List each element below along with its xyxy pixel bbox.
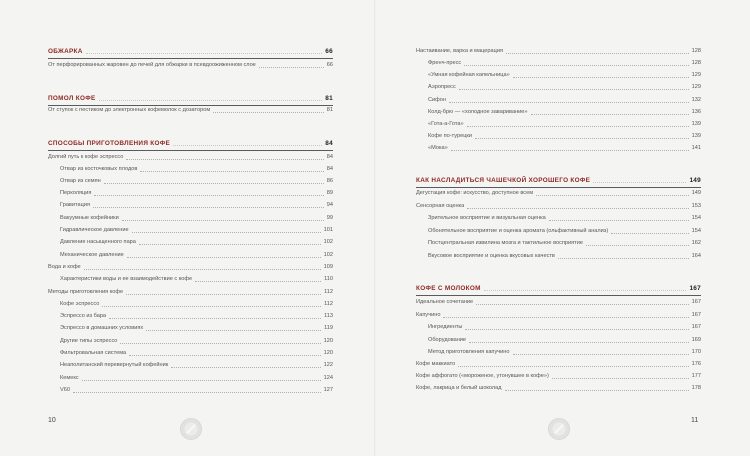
toc-entry-title: Вкусовое восприятие и оценка вкусовых качеств	[428, 253, 555, 260]
toc-entry-page: 119	[324, 325, 333, 332]
toc-entry-title: Методы приготовления кофе	[48, 289, 124, 296]
toc-entry-title: Ингредиенты	[428, 324, 463, 331]
toc-subentry	[428, 93, 701, 104]
toc-entry-title: «Гота-а-Гота»	[428, 121, 464, 128]
toc-entry	[48, 58, 333, 69]
dot-leader	[449, 101, 689, 103]
toc-entry-page: 120	[323, 350, 333, 357]
toc-subentry	[60, 198, 333, 209]
toc-entry-page: 178	[691, 385, 701, 392]
dot-leader	[458, 365, 688, 367]
toc-section-heading	[416, 173, 701, 184]
toc-entry-title: КАК НАСЛАДИТЬСЯ ЧАШЕЧКОЙ ХОРОШЕГО КОФЕ	[416, 176, 591, 184]
toc-entry-title: Оборудование	[428, 337, 467, 344]
toc-entry-title: «Умная кофейная капельница»	[428, 72, 510, 79]
toc-entry-page: 112	[324, 301, 333, 308]
dot-leader	[459, 88, 689, 90]
toc-entry-title: Кофе, лакрица и белый шоколад	[416, 385, 502, 392]
dot-leader	[513, 353, 689, 355]
toc-entry-title: Обонятельное восприятие и оценка аромата (ольфактивный анализ)	[428, 228, 609, 235]
dot-leader	[552, 377, 689, 379]
dot-leader	[558, 257, 689, 259]
dot-leader	[120, 342, 320, 344]
toc-entry	[416, 369, 701, 380]
toc-entry-page: 101	[323, 227, 333, 234]
dot-leader	[109, 317, 321, 319]
dot-leader	[126, 158, 323, 160]
toc-entry-title: Идеальное сочетание	[416, 299, 474, 306]
dot-leader	[506, 52, 689, 54]
dot-leader	[475, 137, 689, 139]
toc-entry-page: 164	[691, 253, 701, 260]
toc-section-heading	[48, 91, 333, 102]
dot-leader	[139, 243, 321, 245]
toc-subentry	[428, 345, 701, 356]
toc-subentry	[60, 309, 333, 320]
dot-leader	[465, 328, 688, 330]
toc-entry-title: Дегустация кофе: искусство, доступное всем	[416, 190, 534, 197]
toc-entry-page: 84	[326, 166, 333, 173]
dot-leader	[593, 181, 686, 183]
toc-entry-page: 81	[326, 107, 333, 114]
toc-subentry	[428, 68, 701, 79]
toc-entry-title: Сенсорная оценка	[416, 203, 465, 210]
dot-leader	[99, 99, 323, 101]
toc-entry-page: 162	[691, 240, 701, 247]
toc-subentry	[60, 211, 333, 222]
toc-subentry	[428, 117, 701, 128]
toc-entry-page: 167	[691, 299, 701, 306]
toc-subentry	[428, 333, 701, 344]
toc-subentry	[60, 235, 333, 246]
dot-leader	[94, 194, 323, 196]
toc-entry-page: 176	[691, 361, 701, 368]
toc-subentry	[428, 80, 701, 91]
toc-entry-page: 154	[691, 215, 701, 222]
toc-entry-title: Капучино	[416, 312, 441, 319]
page-number: 11	[691, 417, 699, 424]
toc-entry-page: 81	[325, 94, 333, 102]
dot-leader	[467, 207, 688, 209]
toc-entry-title: Сифон	[428, 97, 446, 104]
toc-entry-title: Неаполитанский перевернутый кофейник	[60, 362, 169, 369]
dot-leader	[469, 341, 689, 343]
toc-entry-title: Настаивание, варка и мацерация	[416, 48, 503, 55]
toc-entry-title: Механическое давление	[60, 252, 124, 259]
dot-leader	[126, 293, 321, 295]
toc-entry-title: Отвар из семян	[60, 178, 101, 185]
dot-leader	[104, 182, 324, 184]
toc-entry-title: Кофе по-турецки	[428, 133, 472, 140]
toc-entry-page: 167	[691, 324, 701, 331]
dot-leader	[127, 256, 321, 258]
toc-entry	[48, 103, 333, 114]
toc-entry-page: 112	[324, 289, 333, 296]
toc-entry-page: 141	[691, 145, 701, 152]
toc-entry-page: 149	[689, 176, 701, 184]
toc-entry-title: Эспрессо из бара	[60, 313, 107, 320]
toc-entry-title: Давление насыщенного пара	[60, 239, 136, 246]
toc-entry-page: 167	[691, 312, 701, 319]
page-number: 10	[48, 417, 56, 424]
toc-entry-page: 84	[325, 139, 333, 147]
toc-entry	[48, 285, 333, 296]
toc-entry-title: Кофе аффогато («мороженое, утонувшее в кофе»)	[416, 373, 549, 380]
dot-leader	[195, 280, 321, 282]
toc-entry-title: «Мока»	[428, 145, 448, 152]
toc-entry	[416, 44, 701, 55]
toc-subentry	[60, 162, 333, 173]
toc-entry-title: Долгий путь к кофе эспрессо	[48, 154, 124, 161]
toc-entry-title: СПОСОБЫ ПРИГОТОВЛЕНИЯ КОФЕ	[48, 139, 171, 147]
toc-entry-page: 66	[326, 62, 333, 69]
toc-entry-page: 149	[691, 190, 701, 197]
toc-entry	[416, 381, 701, 392]
toc-subentry	[60, 371, 333, 382]
toc-entry-title: Гравитация	[60, 202, 91, 209]
toc-entry-page: 153	[691, 203, 701, 210]
toc-entry	[416, 199, 701, 210]
dot-leader	[464, 64, 688, 66]
toc-entry-title: ОБЖАРКА	[48, 47, 83, 55]
toc-entry-page: 102	[323, 252, 333, 259]
toc-subentry	[60, 248, 333, 259]
dot-leader	[146, 329, 321, 331]
toc-subentry	[428, 141, 701, 152]
toc-entry-title: Перколяция	[60, 190, 92, 197]
toc-entry-page: 170	[691, 349, 701, 356]
toc-entry-title: От перфорированных жаровен до печей для обжарки в псевдоожиженном слое	[48, 62, 256, 69]
toc-entry-title: ПОМОЛ КОФЕ	[48, 94, 96, 102]
toc-entry-page: 109	[323, 264, 333, 271]
dot-leader	[173, 144, 322, 146]
dot-leader	[536, 194, 689, 196]
toc-entry-title: Постцентральная извилина мозга и тактильное восприятие	[428, 240, 583, 247]
dot-leader	[93, 206, 324, 208]
toc-entry-page: 120	[323, 338, 333, 345]
dot-leader	[451, 149, 689, 151]
toc-subentry	[60, 321, 333, 332]
toc-section-heading	[48, 44, 333, 55]
dot-leader	[102, 305, 321, 307]
logo-emblem-icon	[180, 418, 202, 440]
toc-entry-page: 139	[691, 133, 701, 140]
toc-entry-page: 139	[691, 121, 701, 128]
toc-section-heading	[48, 136, 333, 147]
dot-leader	[586, 244, 689, 246]
dot-leader	[213, 111, 324, 113]
toc-subentry	[60, 297, 333, 308]
toc-entry-title: Гидравлическое давление	[60, 227, 129, 234]
dot-leader	[73, 391, 321, 393]
toc-subentry	[428, 224, 701, 235]
toc-entry-page: 127	[323, 387, 333, 394]
dot-leader	[484, 289, 687, 291]
toc-subentry	[428, 211, 701, 222]
toc-subentry	[60, 358, 333, 369]
toc-subentry	[428, 320, 701, 331]
toc-entry-title: Френч-пресс	[428, 60, 462, 67]
toc-subentry	[60, 383, 333, 394]
toc-entry-title: Зрительное восприятие и визуальная оценка	[428, 215, 546, 222]
toc-entry-page: 86	[326, 178, 333, 185]
toc-entry-page: 177	[691, 373, 701, 380]
toc-entry-page: 128	[691, 48, 701, 55]
dot-leader	[513, 76, 689, 78]
dot-leader	[140, 170, 323, 172]
toc-subentry	[60, 272, 333, 283]
toc-entry-title: Фильтровальная система	[60, 350, 127, 357]
dot-leader	[443, 316, 688, 318]
toc-entry-title: Другие типы эспрессо	[60, 338, 118, 345]
toc-subentry	[60, 334, 333, 345]
toc-entry-page: 122	[323, 362, 333, 369]
toc-subentry	[428, 129, 701, 140]
dot-leader	[505, 389, 689, 391]
toc-entry-page: 154	[691, 228, 701, 235]
toc-entry-page: 113	[324, 313, 333, 320]
right-page	[375, 0, 750, 456]
toc-entry-page: 129	[691, 72, 701, 79]
toc-entry-page: 89	[326, 190, 333, 197]
toc-entry-title: Аэропресс	[428, 84, 456, 91]
toc-entry	[48, 260, 333, 271]
toc-entry-page: 129	[691, 84, 701, 91]
logo-emblem-icon	[548, 418, 570, 440]
toc-subentry	[428, 56, 701, 67]
toc-subentry	[428, 236, 701, 247]
toc-entry-page: 169	[691, 337, 701, 344]
toc-subentry	[428, 249, 701, 260]
dot-leader	[129, 354, 320, 356]
dot-leader	[86, 52, 323, 54]
toc-entry-page: 110	[324, 276, 333, 283]
toc-entry	[416, 308, 701, 319]
toc-entry-title: КОФЕ С МОЛОКОМ	[416, 284, 481, 292]
toc-entry-page: 99	[326, 215, 333, 222]
toc-subentry	[60, 346, 333, 357]
toc-entry-page: 167	[689, 284, 701, 292]
dot-leader	[611, 232, 688, 234]
toc-entry-title: Метод приготовления капучино	[428, 349, 510, 356]
toc-entry	[416, 295, 701, 306]
toc-entry-page: 132	[691, 97, 701, 104]
dot-leader	[549, 219, 689, 221]
toc-entry-page: 66	[325, 47, 333, 55]
toc-entry-page: 136	[691, 109, 701, 116]
toc-entry-title: Кемекс	[60, 375, 79, 382]
toc-subentry	[428, 105, 701, 116]
toc-entry-page: 94	[326, 202, 333, 209]
dot-leader	[531, 113, 689, 115]
toc-subentry	[60, 186, 333, 197]
dot-leader	[171, 366, 320, 368]
toc-entry	[48, 150, 333, 161]
toc-entry-page: 124	[323, 375, 333, 382]
dot-leader	[467, 125, 689, 127]
toc-subentry	[60, 174, 333, 185]
dot-leader	[82, 379, 321, 381]
dot-leader	[259, 66, 324, 68]
toc-entry-title: Эспрессо в домашних условиях	[60, 325, 144, 332]
toc-entry-page: 102	[323, 239, 333, 246]
toc-subentry	[60, 223, 333, 234]
toc-entry-title: От ступок с пестиком до электронных кофемолок с дозатором	[48, 107, 211, 114]
toc-entry-title: Характеристики воды и ее взаимодействие с кофе	[60, 276, 193, 283]
toc-entry	[416, 357, 701, 368]
dot-leader	[132, 231, 321, 233]
toc-entry-page: 84	[326, 154, 333, 161]
toc-entry-title: Вакуумные кофейники	[60, 215, 119, 222]
toc-entry-title: V60	[60, 387, 70, 394]
toc-entry	[416, 186, 701, 197]
toc-entry-title: Вода и кофе	[48, 264, 81, 271]
toc-entry-page: 128	[691, 60, 701, 67]
dot-leader	[122, 219, 324, 221]
toc-entry-title: Отвар из косточковых плодов	[60, 166, 138, 173]
toc-section-heading	[416, 281, 701, 292]
toc-entry-title: Колд-брю — «холодное заваривание»	[428, 109, 528, 116]
toc-entry-title: Кофе эспрессо	[60, 301, 100, 308]
dot-leader	[476, 303, 688, 305]
toc-entry-title: Кофе маккиато	[416, 361, 456, 368]
dot-leader	[84, 268, 321, 270]
